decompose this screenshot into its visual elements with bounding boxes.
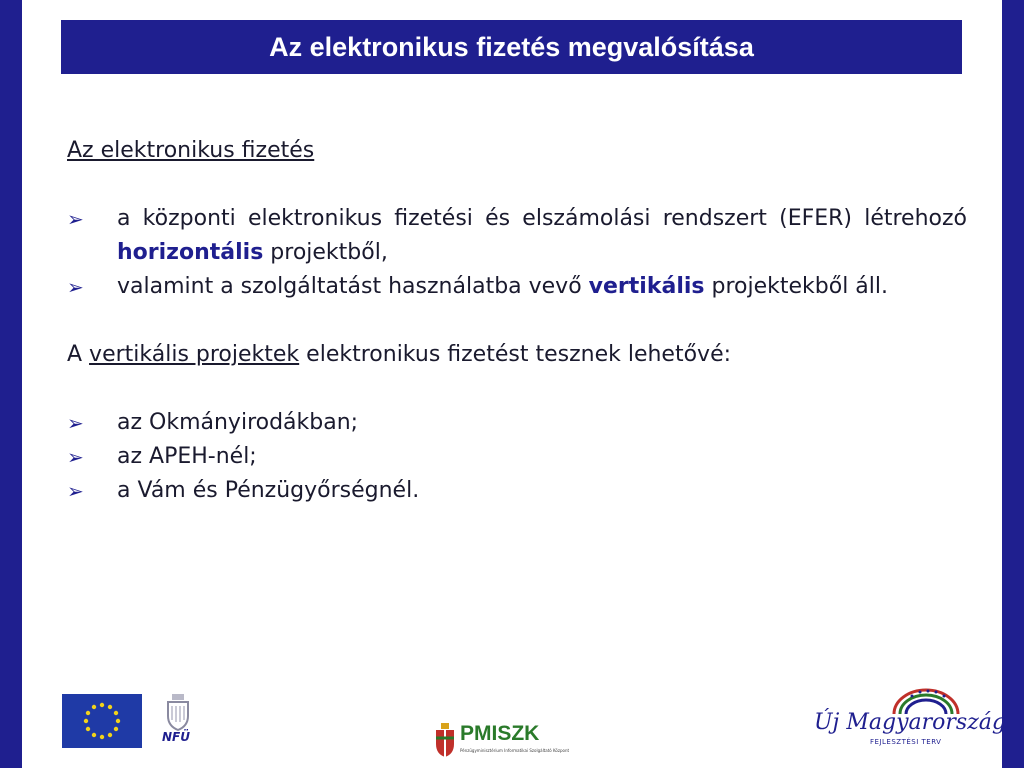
- list-item-text: a központi elektronikus fizetési és elszámolási rendszert (EFER) létrehozó horizontális projektből,: [117, 206, 967, 265]
- list-item-text: a Vám és Pénzügyőrségnél.: [117, 478, 420, 503]
- emphasis-vertical: vertikális: [588, 274, 705, 299]
- list-item: [67, 270, 967, 304]
- list-item-text: valamint a szolgáltatást használatba vevő vertikális projektekből áll.: [117, 274, 888, 299]
- list-item: [67, 202, 967, 270]
- pmiszk-logo-subtitle: Pénzügyminisztérium Informatikai Szolgáltató Központ: [460, 748, 570, 753]
- emphasis-horizontal: horizontális: [117, 240, 264, 265]
- uj-magyarorszag-logo: [808, 686, 1006, 756]
- list-item: [67, 406, 967, 440]
- arrow-bullet-icon: ➢: [67, 411, 84, 435]
- eu-flag-icon: [62, 694, 142, 748]
- fejlesztesi-terv-text: FEJLESZTÉSI TERV: [870, 738, 942, 746]
- vertical-projects-link: vertikális projektek: [89, 342, 300, 367]
- footer-logos: [0, 680, 1024, 768]
- uj-magyarorszag-logo-text: Új Magyarország: [814, 710, 1006, 735]
- left-border-bar: [0, 0, 22, 768]
- list-item: [67, 474, 967, 508]
- slide-content: [67, 134, 967, 508]
- list-item-text: az Okmányirodákban;: [117, 410, 359, 435]
- right-border-bar: [1002, 0, 1024, 768]
- slide-title-bar: [61, 20, 962, 74]
- arrow-bullet-icon: ➢: [67, 207, 84, 231]
- slide-title: Az elektronikus fizetés megvalósítása: [269, 31, 754, 62]
- pmiszk-crest-icon: [434, 722, 456, 758]
- list-item-text: az APEH-nél;: [117, 444, 257, 469]
- pmiszk-logo-text: PMISZK: [460, 722, 540, 745]
- arrow-bullet-icon: ➢: [67, 445, 84, 469]
- pmiszk-logo: [434, 720, 584, 762]
- section-heading: Az elektronikus fizetés: [67, 138, 315, 163]
- arrow-bullet-icon: ➢: [67, 275, 84, 299]
- lead-paragraph: A vertikális projektek elektronikus fizetést tesznek lehetővé:: [67, 342, 732, 367]
- list-item: [67, 440, 967, 474]
- arrow-bullet-icon: ➢: [67, 479, 84, 503]
- nfu-logo-text: NFÜ: [162, 730, 190, 744]
